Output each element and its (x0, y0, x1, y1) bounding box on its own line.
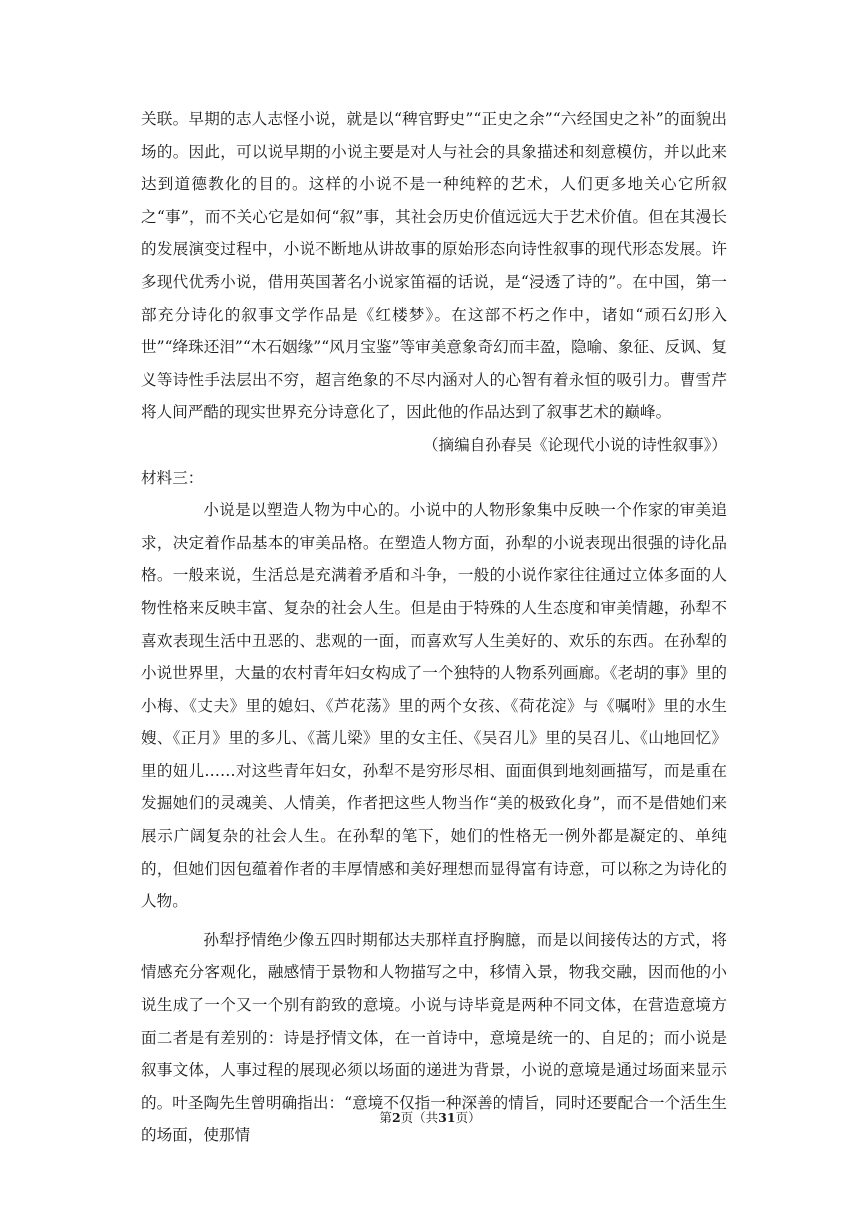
document-body (141, 103, 727, 1152)
footer-page-number: 2 (391, 1110, 401, 1125)
material-three-paragraph-1: 小说是以塑造人物为中心的。小说中的人物形象集中反映一个作家的审美追求，决定着作品基本的审美品格。在塑造人物方面，孙犁的小说表现出很强的诗化品格。一般来说，生活总是充满着矛盾和斗争，一般的小说作家往往通过立体多面的人物性格来反映丰富、复杂的社会人生。但是由于特殊的人生态度和审美情趣，孙犁不喜欢表现生活中丑恶的、悲观的一面，而喜欢写人生美好的、欢乐的东西。在孙犁的小说世界里，大量的农村青年妇女构成了一个独特的人物系列画廊。《老胡的事》里的小梅、《丈夫》里的媳妇、《芦花荡》里的两个女孩、《荷花淀》与《嘱咐》里的水生嫂、《正月》里的多儿、《蒿儿梁》里的女主任、《吴召儿》里的吴召儿、《山地回忆》里的妞儿……对这些青年妇女，孙犁不是穷形尽相、面面俱到地刻画描写，而是重在发掘她们的灵魂美、人情美，作者把这些人物当作“美的极致化身”，而不是借她们来展示广阔复杂的社会人生。在孙犁的笔下，她们的性格无一例外都是凝定的、单纯的，但她们因包蕴着作者的丰厚情感和美好理想而显得富有诗意，可以称之为诗化的人物。 (141, 501, 727, 911)
intro-paragraph: 关联。早期的志人志怪小说，就是以“稗官野史”“正史之余”“六经国史之补”的面貌出场的。因此，可以说早期的小说主要是对人与社会的具象描述和刻意模仿，并以此来达到道德教化的目的。这样的小说不是一种纯粹的艺术，人们更多地关心它所叙之“事”，而不关心它是如何“叙”事，其社会历史价值远远大于艺术价值。但在其漫长的发展演变过程中，小说不断地从讲故事的原始形态向诗性叙事的现代形态发展。许多现代优秀小说，借用英国著名小说家笛福的话说，是“浸透了诗的”。在中国，第一部充分诗化的叙事文学作品是《红楼梦》。在这部不朽之作中，诸如“顽石幻形入世”“绛珠还泪”“木石姻缘”“风月宝鉴”等审美意象奇幻而丰盈，隐喻、象征、反讽、复义等诗性手法层出不穷，超言绝象的不尽内涵对人的心智有着永恒的吸引力。曹雪芹将人间严酷的现实世界充分诗意化了，因此他的作品达到了叙事艺术的巅峰。 (141, 110, 727, 422)
footer-suffix: 页） (455, 1110, 481, 1125)
material-three-paragraph-2: 孙犁抒情绝少像五四时期郁达夫那样直抒胸臆，而是以间接传达的方式，将情感充分客观化，融感情于景物和人物描写之中，移情入景，物我交融，因而他的小说生成了一个又一个别有韵致的意境。小说与诗毕竟是两种不同文体，在营造意境方面二者是有差别的：诗是抒情文体，在一首诗中，意境是统一的、自足的；而小说是叙事文体，人事过程的展现必须以场面的递进为背景，小说的意境是通过场面来显示的。叶圣陶先生曾明确指出：“意境不仅指一种深善的情旨，同时还要配合一个活生生的场面，使那情 (141, 930, 727, 1145)
footer-total-pages: 31 (438, 1110, 456, 1125)
footer-middle: 页（共 (400, 1110, 439, 1125)
material-three-heading: 材料三： (141, 468, 204, 487)
citation: （摘编自孙春吴《论现代小说的诗性叙事》） (422, 435, 727, 454)
page-footer (0, 1109, 860, 1127)
footer-prefix: 第 (379, 1110, 392, 1125)
